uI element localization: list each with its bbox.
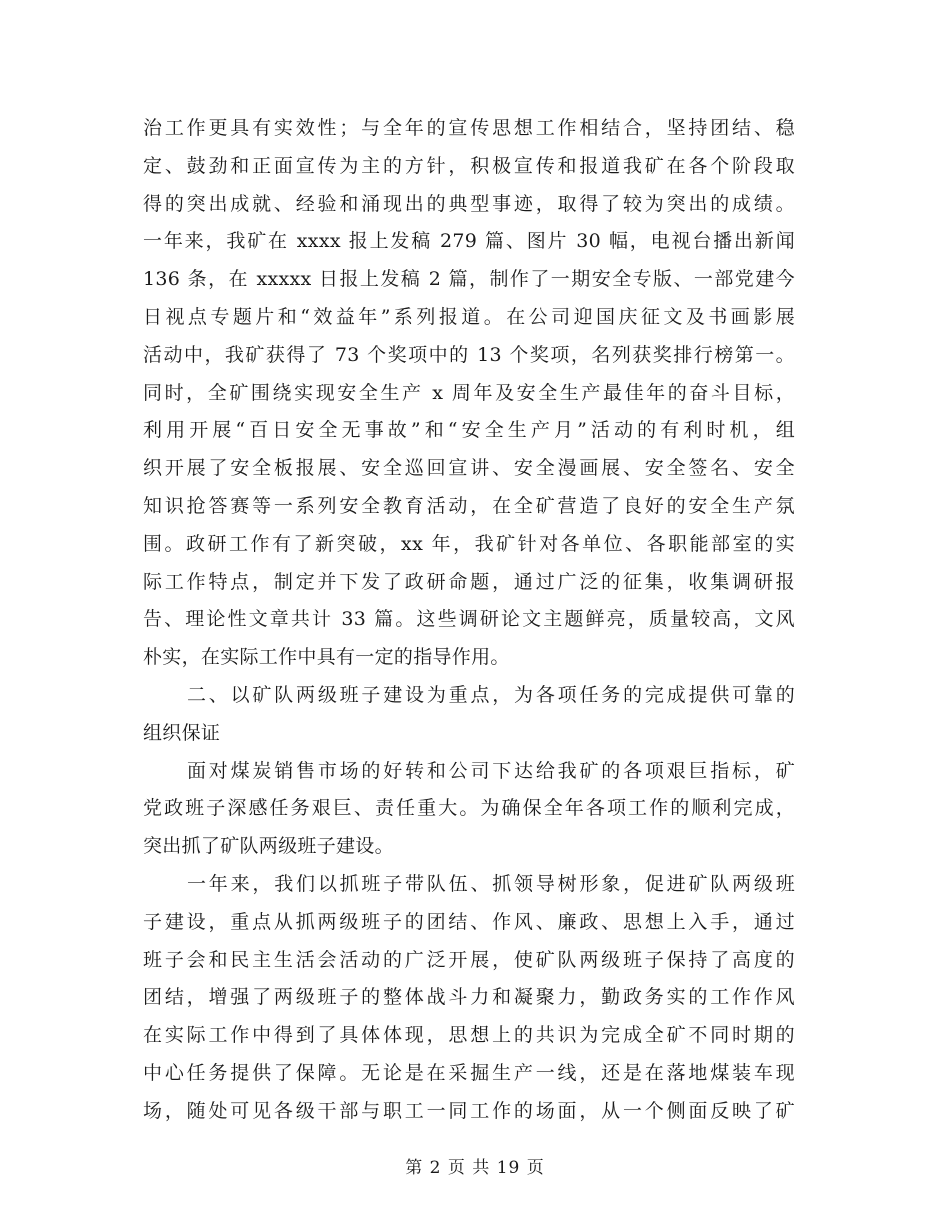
- text-line: 二、以矿队两级班子建设为重点，为各项任务的完成提供可靠的: [187, 683, 795, 706]
- text-line: 得的突出成就、经验和涌现出的典型事迹，取得了较为突出的成绩。: [143, 192, 795, 215]
- text-line: 党政班子深感任务艰巨、责任重大。为确保全年各项工作的顺利完成，: [143, 797, 795, 820]
- text-line: 织开展了安全板报展、安全巡回宣讲、安全漫画展、安全签名、安全: [143, 457, 795, 480]
- text-line: 活动中，我矿获得了 73 个奖项中的 13 个奖项，名列获奖排行榜第一。: [143, 343, 795, 366]
- text-line: 利用开展“百日安全无事故”和“安全生产月”活动的有利时机，组: [143, 419, 795, 442]
- text-line: 围。政研工作有了新突破，xx 年，我矿针对各单位、各职能部室的实: [143, 532, 795, 555]
- text-line: 治工作更具有实效性；与全年的宣传思想工作相结合，坚持团结、稳: [143, 117, 795, 139]
- text-line: 团结，增强了两级班子的整体战斗力和凝聚力，勤政务实的工作作风: [143, 986, 795, 1009]
- text-line: 子建设，重点从抓两级班子的团结、作风、廉政、思想上入手，通过: [143, 910, 795, 933]
- text-line: 定、鼓劲和正面宣传为主的方针，积极宣传和报道我矿在各个阶段取: [143, 154, 795, 177]
- text-line: 突出抓了矿队两级班子建设。: [143, 835, 394, 858]
- text-line: 班子会和民主生活会活动的广泛开展，使矿队两级班子保持了高度的: [143, 948, 795, 971]
- text-line: 场，随处可见各级干部与职工一同工作的场面，从一个侧面反映了矿: [143, 1099, 795, 1122]
- text-line: 中心任务提供了保障。无论是在采掘生产一线，还是在落地煤装车现: [143, 1061, 795, 1084]
- text-line: 面对煤炭销售市场的好转和公司下达给我矿的各项艰巨指标，矿: [187, 759, 795, 782]
- text-line: 际工作特点，制定并下发了政研命题，通过广泛的征集，收集调研报: [143, 570, 795, 593]
- text-line: 同时，全矿围绕实现安全生产 x 周年及安全生产最佳年的奋斗目标，: [143, 381, 795, 404]
- text-line: 一年来，我矿在 xxxx 报上发稿 279 篇、图片 30 幅，电视台播出新闻: [143, 230, 795, 253]
- text-line: 日视点专题片和“效益年”系列报道。在公司迎国庆征文及书画影展: [143, 305, 795, 328]
- page-footer: 第 2 页 共 19 页: [405, 1158, 545, 1178]
- text-line: 朴实，在实际工作中具有一定的指导作用。: [143, 646, 510, 669]
- text-line: 136 条，在 xxxxx 日报上发稿 2 篇，制作了一期安全专版、一部党建今: [143, 268, 795, 291]
- text-line: 知识抢答赛等一系列安全教育活动，在全矿营造了良好的安全生产氛: [143, 494, 795, 517]
- body-text: [143, 110, 795, 1131]
- text-line: 一年来，我们以抓班子带队伍、抓领导树形象，促进矿队两级班: [187, 872, 795, 895]
- text-line: 在实际工作中得到了具体体现，思想上的共识为完成全矿不同时期的: [143, 1024, 795, 1047]
- text-line: 告、理论性文章共计 33 篇。这些调研论文主题鲜亮，质量较高，文风: [143, 608, 795, 631]
- text-line: 组织保证: [143, 721, 221, 744]
